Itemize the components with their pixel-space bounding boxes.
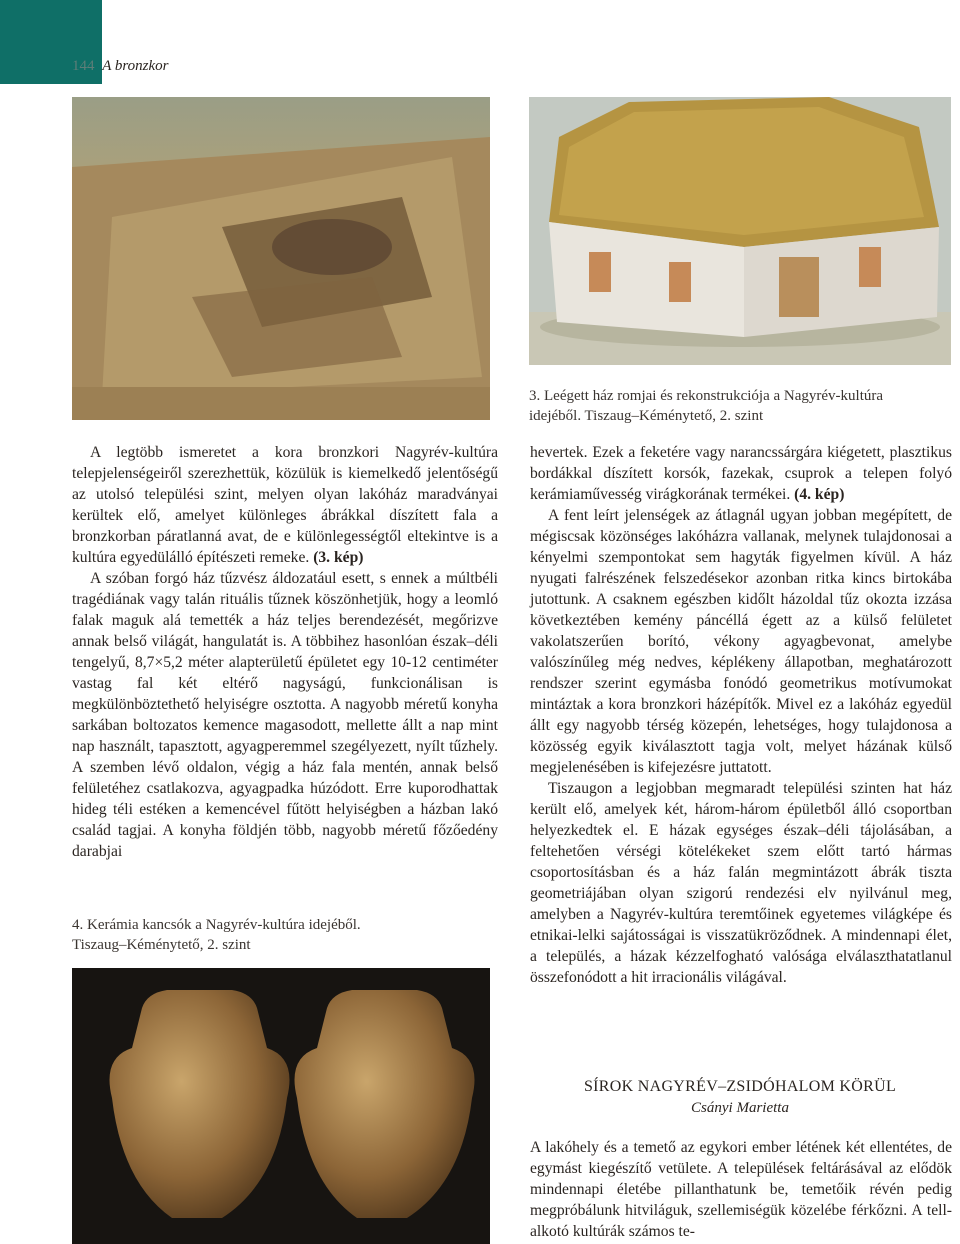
ceramic-jugs-photo: [72, 968, 490, 1244]
figure4-caption: [72, 915, 361, 955]
figure4-caption-line1: 4. Kerámia kancsók a Nagyrév-kultúra idejéből.: [72, 917, 361, 933]
house-reconstruction-photo: [529, 97, 951, 365]
excavation-photo: [72, 97, 490, 420]
page-number: 144: [72, 58, 95, 74]
right-paragraph-2: A fent leírt jelenségek az átlagnál ugyan jobban megépített, de mégiscsak közönséges lakóházra vallanak, melynek tulajdonosai a kényelmi szempontokat sem hagyták figyelmen kívül. A ház nyugati falrészének felszedésekor azonban ritka kincs birtokába jutottunk. A csaknem egészben kidőlt házoldal tűz okozta izzása következtében kemény páncéllá égett az a külső felületet vakolatszerűen borító, vékony agyagbevonat, amelybe valószínűleg még nedves, képlékeny állapotban, meghatározott rendszer szerint egymásba fonódó geometrikus motívumokat mintáztak a kora bronzkori házépítők. Mivel ez a lakóház egyedül állt egy nagyobb térség közepén, lehetséges, hogy tulajdonosa a közösség egyik kiválasztott tagja volt, melyet házának külső megjelenésében is kifejezésre juttatott.: [530, 507, 952, 776]
figure3-caption-line1: 3. Leégett ház romjai és rekonstrukciója a Nagyrév-kultúra: [529, 388, 884, 404]
figure4-caption-line2: Tiszaug–Kéménytető, 2. szint: [72, 937, 251, 953]
figure4-ref: (4. kép): [794, 486, 845, 503]
running-title: A bronzkor: [102, 58, 169, 74]
right-paragraph-3: Tiszaugon a legjobban megmaradt települési szinten hat ház került elő, amelyek két, három-három épületből álló csoportban helyezkedtek el. E házak egységes észak–déli tájolásában, a feltehetően vérségi kötelékeket szem előtt tartó hármas csoportosításban és a ház falán megmintázott ábrák tiszta geometriájában olyan szigorú rendezési elv nyilvánul meg, amelyben a Nagyrév-kultúra teremtőinek egyetemes világképe és etnikai-lelki sajátosságai is visszatükröződnek. A mindennapi élet, a település, a házak kézzelfogható valósága elválaszthatatlanul összefonódott a hit irracionális világával.: [530, 780, 952, 986]
left-paragraph-1: A legtöbb ismeretet a kora bronzkori Nagyrév-kultúra telepjelenségeiről szerezhettük, közülük is kiemelkedő jelentőségű az utolsó települési szint, melyen olyan lakóház maradványai kerültek elő, amelyet különleges ábrákkal díszített fala a bronzkorban páratlanná avat, de e különlegességtől eltekintve is a kultúra egyedülálló építészeti remeke. (3. kép): [72, 444, 498, 566]
figure3-caption: [529, 386, 883, 426]
left-column: [72, 442, 498, 862]
running-head: [72, 58, 169, 75]
figure3-caption-line2: idejéből. Tiszaug–Kéménytető, 2. szint: [529, 408, 764, 424]
section-heading: SÍROK NAGYRÉV–ZSIDÓHALOM KÖRÜL: [583, 1078, 897, 1095]
section-author: Csányi Marietta: [691, 1100, 789, 1116]
section-body: [530, 1137, 952, 1242]
right-column: [530, 442, 952, 988]
right-paragraph-1: hevertek. Ezek a feketére vagy narancssárgára kiégetett, plasztikus bordákkal díszített korsók, fazekak, csuprok a telepen folyó kerámiaművesség virágkorának termékei. (4. kép): [530, 444, 952, 503]
figure3-ref: (3. kép): [313, 549, 364, 566]
left-paragraph-2: A szóban forgó ház tűzvész áldozatául esett, s ennek a múltbéli tragédiának vagy talán rituális tűznek köszönhetjük, hogy a leomló falak maguk alá temették a ház teljes berendezését, megőrizve annak belső világát, hangulatát is. A többihez hasonlóan észak–déli tengelyű, 8,7×5,2 méter alapterületű épületet egy 10-12 centiméter vastag fal két eltérő nagyságú, funkcionálisan is megkülönböztethető helyiségre osztotta. A nagyobb méretű konyha sarkában boltozatos kemence magasodott, mellette állt a nap mint nap használt, tapasztott, agyagperemmel szegélyezett, nyílt tűzhely. A szemben lévő oldalon, végig a ház fala mentén, annak belső felületéhez csatlakozva, agyagpadka húzódott. Erre kuporodhattak hideg téli estéken a kemencével fűtött helyiségben a házban lakó család tagjai. A konyha földjén több, nagyobb méretű főzőedény darabjai: [72, 570, 498, 860]
section-paragraph-1: A lakóhely és a temető az egykori ember létének két ellentétes, de egymást kiegészítő vetülete. A települések feltárásával az elődök mindennapi életébe pillanthatunk be, temetőik révén pedig megpróbálunk hitviláguk, szellemiségük közelébe férkőzni. A tell-alkotó kultúrák számos te-: [530, 1139, 952, 1240]
